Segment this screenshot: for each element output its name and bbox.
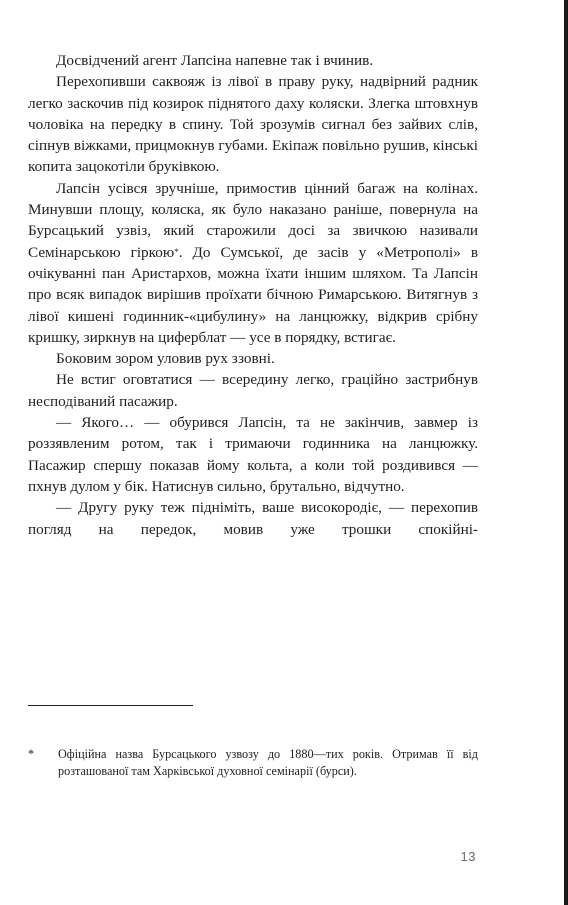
paragraph-6: — Якого… — обурився Лапсін, та не закінчив, завмер із роззявленим ротом, так і тримаючи годинника на ланцюжку. Пасажир спершу показав йому кольта, а коли той роздивився — пхнув дулом у бік. Натиснув сильно, брутально, відчутно. <box>28 414 478 495</box>
paragraph-1: Досвідчений агент Лапсіна напевне так і вчинив. <box>56 52 374 69</box>
paragraph-5: Не встиг оговтатися — всередину легко, граційно застрибнув несподіваний пасажир. <box>28 371 478 410</box>
paragraph-3-part-b: . До Сумської, де засів у «Метрополі» в очікуванні пан Аристархов, можна їхати іншим шляхом. Та Лапсін про всяк випадок вирішив проїхати бічною Римарською. Витягнув з лівої кишені годинник-«цибулину» на ланцюжку, відкрив срібну кришку, зиркнув на циферблат — усе в порядку, встигає. <box>28 243 479 346</box>
paragraph-7: — Другу руку теж підніміть, ваше високородіє, — перехопив погляд на передок, мовив уже трошки спокійні- <box>28 499 478 538</box>
paragraph-4: Боковим зором уловив рух ззовні. <box>56 350 275 368</box>
page-number: 13 <box>460 849 476 864</box>
main-text <box>28 50 478 540</box>
footnote-separator <box>28 705 193 706</box>
footnote-mark: * <box>28 747 35 761</box>
paragraph-3 <box>28 178 478 348</box>
page-edge-border <box>564 0 568 905</box>
paragraph-2: Перехопивши саквояж із лівої в праву руку, надвірний радник легко заскочив під козирок піднятого даху коляски. Злегка штовхнув чоловіка на передку в спину. Той зрозумів сигнал без зайвих слів, сіпнув віжками, прицмокнув губами. Екіпаж повільно рушив, кінські копита зацокотіли бруківкою. <box>28 73 478 176</box>
paragraph-3-part-a: Лапсін усівся зручніше, примостив цінний багаж на колінах. Минувши площу, коляска, як було наказано раніше, повернула на Бурсацький узвіз, який старожили досі за звичкою називали Семінарською гіркою <box>28 179 478 261</box>
footnote-text: Офіційна назва Бурсацького узвозу до 1880—тих років. Отримав її від розташованої там Харківської духовної семінарії (бурси). <box>58 747 478 778</box>
footnote-reference-mark: * <box>174 246 179 257</box>
footnote <box>28 746 478 780</box>
